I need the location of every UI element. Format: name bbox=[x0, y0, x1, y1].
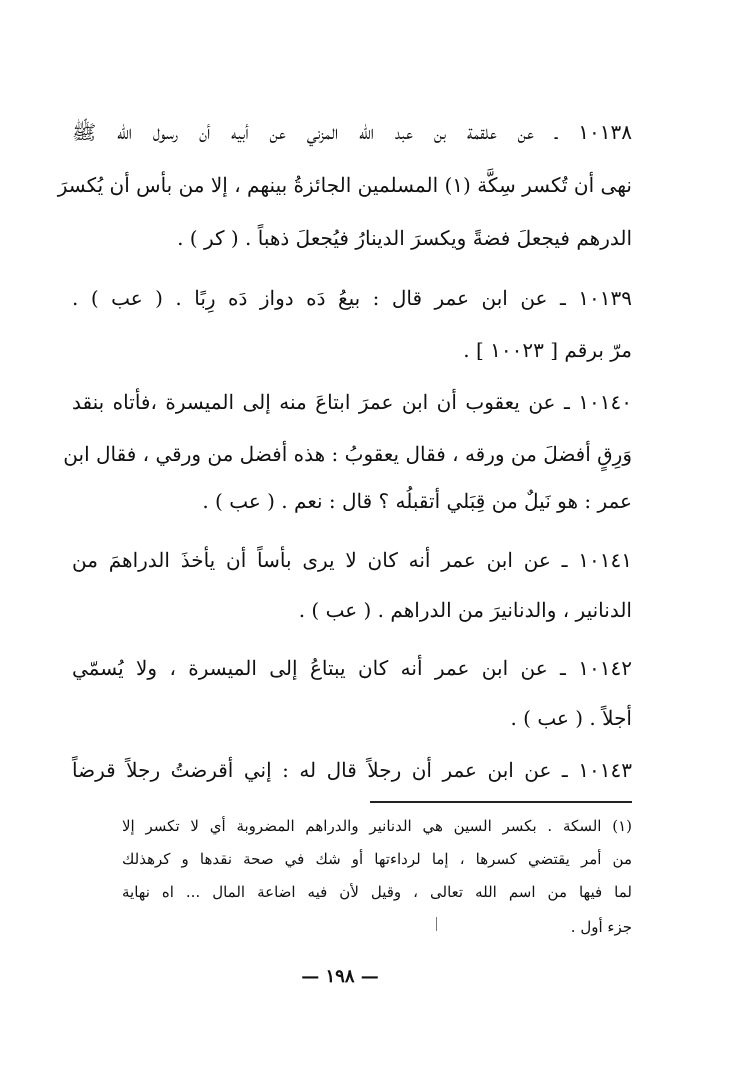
paragraph-10142-line-1: ١٠١٤٢ ـ عن ابن عمر أنه كان يبتاعُ إلى الميسرة ، ولا يُسمّي bbox=[72, 656, 632, 680]
footnote-separator bbox=[370, 801, 632, 803]
paragraph-10138-line-3: الدرهم فيجعلَ فضةً ويكسرَ الدينارُ فيُجعلَ ذهباً . ( كر ) . bbox=[177, 226, 632, 250]
paragraph-10141-line-2: الدنانير ، والدنانيرَ من الدراهم . ( عب ) . bbox=[298, 598, 632, 622]
footnote-line-1: (١) السكة . بكسر السين هي الدنانير والدراهم المضروبة أي لا تكسر إلا bbox=[122, 817, 632, 835]
paragraph-10138-line-1: ١٠١٣٨ ـ عن علقمة بن عبد الله المزني عن أبيه أن رسول الله ﷺ bbox=[72, 120, 632, 144]
paragraph-10141-line-1: ١٠١٤١ ـ عن ابن عمر أنه كان لا يرى بأساً أن يأخذَ الدراهمَ من bbox=[72, 548, 632, 572]
paragraph-10140-line-1: ١٠١٤٠ ـ عن يعقوب أن ابن عمرَ ابتاعَ منه إلى الميسرة ،فأتاه بنقد bbox=[72, 390, 632, 414]
paragraph-10139-line-1: ١٠١٣٩ ـ عن ابن عمر قال : بيعُ دَه دواز دَه رِبًا . ( عب ) . bbox=[72, 286, 632, 310]
paragraph-10140-line-3: عمر : هو نَيلٌ من قِبَلي أتقبلُه ؟ قال : نعم . ( عب ) . bbox=[202, 489, 632, 513]
paragraph-10142-line-2: أجلاً . ( عب ) . bbox=[510, 706, 632, 730]
paragraph-10143-line-1: ١٠١٤٣ ـ عن ابن عمر أن رجلاً قال له : إني أقرضتُ رجلاً قرضاً bbox=[72, 758, 632, 782]
footnote-line-3: لما فيها من اسم الله تعالى ، وقيل لأن فيه اضاعة المال ... اه نهاية bbox=[122, 883, 632, 901]
paragraph-10139-line-2: مرّ برقم [ ١٠٠٢٣ ] . bbox=[463, 338, 632, 362]
footnote-line-4: جزء أول . bbox=[570, 918, 632, 936]
ink-mark bbox=[436, 917, 437, 931]
page-number: — ١٩٨ — bbox=[301, 966, 379, 987]
paragraph-10138-line-2: نهى أن تُكسر سِكَّة (١) المسلمين الجائزةُ بينهم ، إلا من بأس أن يُكسرَ bbox=[57, 173, 632, 197]
footnote-line-2: من أمر يقتضي كسرها ، إما لرداءتها أو شك في صحة نقدها و كرهذلك bbox=[122, 850, 632, 868]
paragraph-10140-line-2: وَرِقٍ أفضلَ من ورقه ، فقال يعقوبُ : هذه أفضل من ورقي ، فقال ابن bbox=[63, 442, 632, 466]
